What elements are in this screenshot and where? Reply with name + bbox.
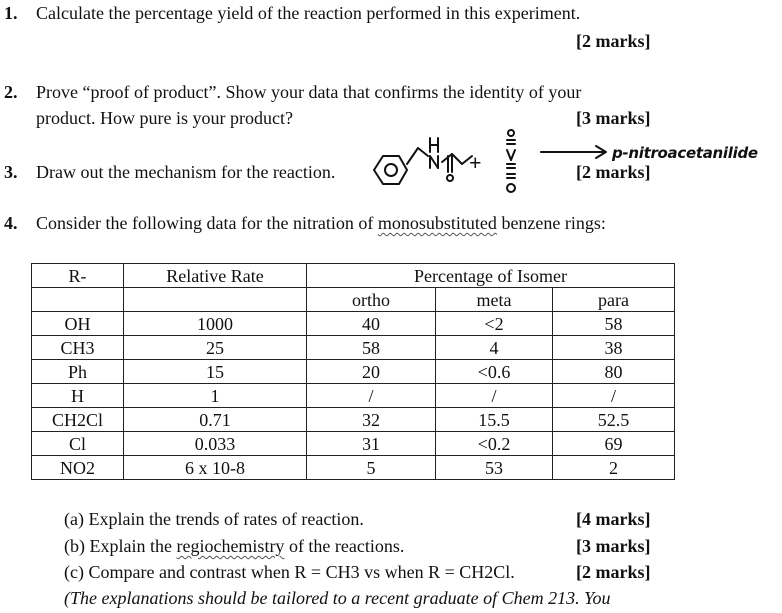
table-row: Ph 15 20 <0.6 80 xyxy=(32,360,675,384)
q2-line2: product. How pure is your product? xyxy=(36,108,293,128)
q1-text: Calculate the percentage yield of the reaction performed in this experiment. xyxy=(36,3,581,23)
subheader-meta: meta xyxy=(436,288,553,312)
table-row: NO2 6 x 10-8 5 53 2 xyxy=(32,456,675,480)
table-row: Cl 0.033 31 <0.2 69 xyxy=(32,432,675,456)
nitration-data-table xyxy=(31,263,675,480)
header-percentage-isomer: Percentage of Isomer xyxy=(307,264,675,288)
part-b-marks: [3 marks] xyxy=(576,536,651,556)
q1-marks: [2 marks] xyxy=(576,31,651,51)
header-r: R- xyxy=(32,264,124,288)
q3-marks: [2 marks] xyxy=(576,162,651,182)
q3-text: Draw out the mechanism for the reaction. xyxy=(36,162,336,182)
subheader-ortho: ortho xyxy=(307,288,436,312)
table-row: CH2Cl 0.71 32 15.5 52.5 xyxy=(32,408,675,432)
q1-number: 1. xyxy=(4,3,18,23)
footer-note: (The explanations should be tailored to a recent graduate of Chem 213. You xyxy=(64,588,611,608)
q2-marks: [3 marks] xyxy=(576,108,651,128)
q4-text: Consider the following data for the nitration of monosubstituted benzene rings: xyxy=(36,213,606,233)
handwritten-annotation: p-nitroacetanilide xyxy=(612,144,758,162)
table-row: CH3 25 58 4 38 xyxy=(32,336,675,360)
subheader-para: para xyxy=(553,288,675,312)
q3-number: 3. xyxy=(4,162,18,182)
part-a-marks: [4 marks] xyxy=(576,509,651,529)
table-row: OH 1000 40 <2 58 xyxy=(32,312,675,336)
part-b-text: (b) Explain the regiochemistry of the reactions. xyxy=(64,536,405,556)
q2-number: 2. xyxy=(4,82,18,102)
part-b-spellcheck-word: regiochemistry xyxy=(176,536,285,556)
plus-sign: + xyxy=(469,150,482,175)
part-a-text: (a) Explain the trends of rates of reaction. xyxy=(64,509,364,529)
part-c-marks: [2 marks] xyxy=(576,562,651,582)
q2-line1: Prove “proof of product”. Show your data that confirms the identity of your xyxy=(36,82,582,102)
benzene-ring-drawing xyxy=(374,156,407,184)
header-relative-rate: Relative Rate xyxy=(124,264,307,288)
q4-number: 4. xyxy=(4,213,18,233)
table-row: H 1 / / / xyxy=(32,384,675,408)
q4-spellcheck-word: monosubstituted xyxy=(377,213,497,233)
acetanilide-chain-drawing xyxy=(407,148,428,164)
part-c-text: (c) Compare and contrast when R = CH3 vs when R = CH2Cl. xyxy=(64,562,515,582)
